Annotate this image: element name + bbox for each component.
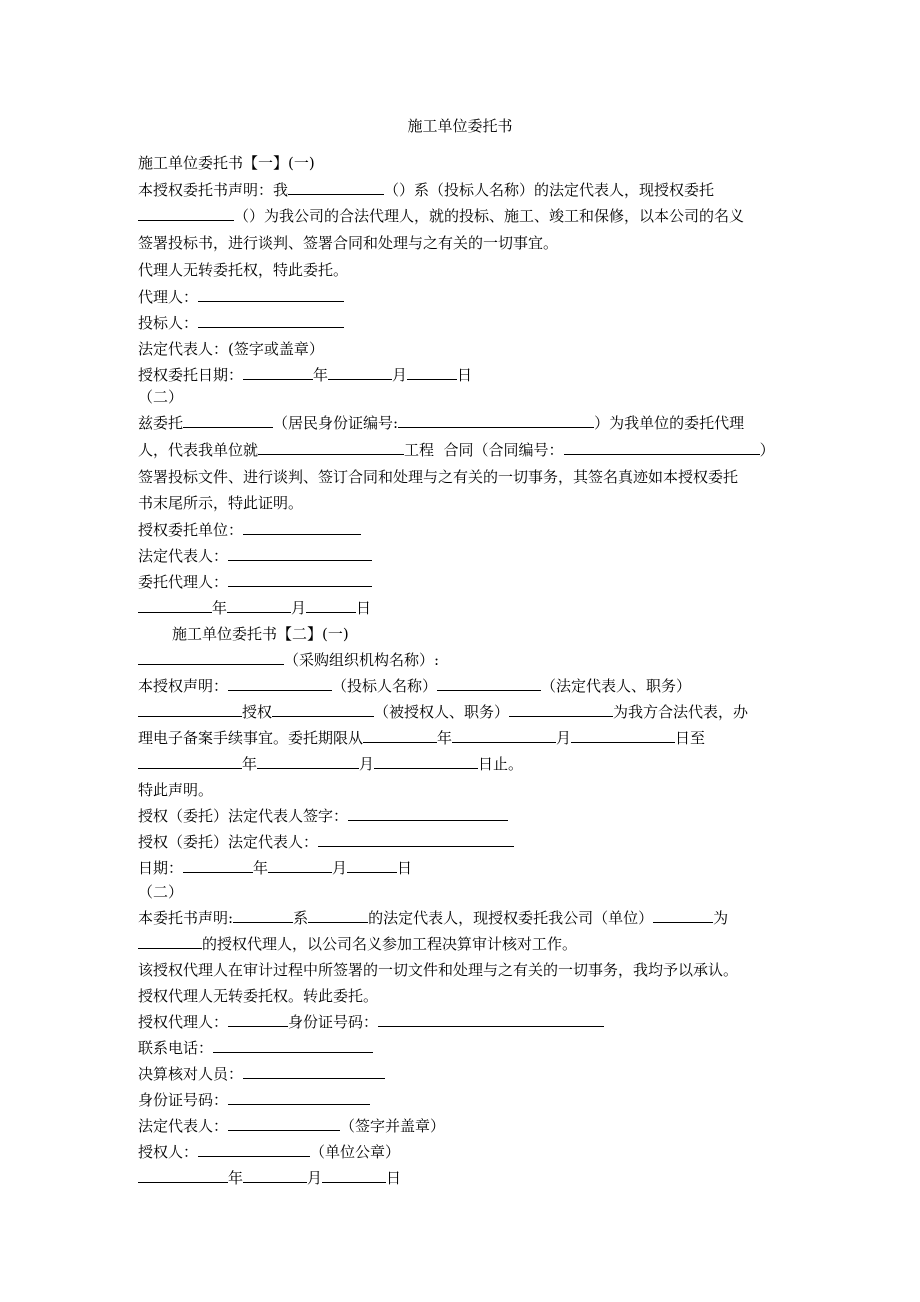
document-title: 施工单位委托书 — [407, 117, 513, 135]
blank-field[interactable] — [272, 702, 374, 717]
section2-paragraph-line: 书末尾所示，特此证明。 — [138, 494, 304, 512]
agent-line: 授权代理人： 身份证号码： — [138, 1012, 604, 1032]
blank-field[interactable] — [257, 754, 359, 769]
unit-line: 授权委托单位： — [138, 520, 361, 540]
blank-field[interactable] — [183, 413, 273, 428]
id-number-blank[interactable] — [378, 1012, 604, 1027]
blank-field[interactable] — [138, 702, 242, 717]
blank-field[interactable] — [374, 754, 478, 769]
section2-paragraph-line: 签署投标文件、进行谈判、签订合同和处理与之有关的一切事务，其签名真迹如本授权委托 — [138, 468, 739, 486]
blank-field[interactable] — [308, 908, 368, 923]
section3-paragraph-line: 本授权声明： （投标人名称） （法定代表人、职务） — [138, 677, 692, 695]
organization-blank[interactable] — [138, 650, 284, 665]
bidder-line: 投标人： — [138, 313, 344, 333]
date-line: 授权委托日期： 年 月 日 — [138, 366, 473, 384]
bidder-blank[interactable] — [198, 313, 344, 328]
phone-line: 联系电话： — [138, 1038, 373, 1058]
day-blank[interactable] — [407, 365, 457, 380]
date-line: 年 月 日 — [138, 598, 371, 618]
blank-field[interactable] — [138, 754, 242, 769]
phone-blank[interactable] — [213, 1038, 373, 1053]
blank-field[interactable] — [452, 728, 556, 743]
section3-paragraph-line: （采购组织机构名称）: — [138, 650, 439, 670]
section3-paragraph-line: 特此声明。 — [138, 781, 214, 799]
legal-rep-line: 法定代表人： （签字并盖章） — [138, 1117, 446, 1135]
agent-blank[interactable] — [198, 287, 344, 302]
section1-paragraph-line: 签署投标书，进行谈判、签署合同和处理与之有关的一切事宜。 — [138, 234, 559, 252]
agent-blank[interactable] — [228, 1012, 288, 1027]
grantor-blank[interactable] — [198, 1142, 310, 1157]
year-blank[interactable] — [243, 365, 313, 380]
blank-field[interactable] — [233, 908, 293, 923]
agent-line: 委托代理人： — [138, 572, 372, 592]
date-line: 年 月 日 — [138, 1168, 401, 1188]
unit-blank[interactable] — [243, 520, 361, 535]
section4-paragraph-line: 该授权代理人在审计过程中所签署的一切文件和处理与之有关的一切事务，我均予以承认。 — [138, 961, 739, 979]
id-blank[interactable] — [228, 1090, 370, 1105]
signature-blank[interactable] — [348, 806, 508, 821]
representative-blank[interactable] — [318, 832, 514, 847]
checker-line: 决算核对人员： — [138, 1064, 385, 1084]
checker-blank[interactable] — [243, 1064, 385, 1079]
section4-paragraph-line: 授权代理人无转委托权。转此委托。 — [138, 987, 379, 1005]
legal-rep-blank[interactable] — [228, 546, 372, 561]
month-blank[interactable] — [268, 858, 332, 873]
grantor-line: 授权人： （单位公章） — [138, 1143, 401, 1161]
section1-paragraph-line: 本授权委托书声明：我 （）系（投标人名称）的法定代表人，现授权委托 — [138, 181, 715, 199]
day-blank[interactable] — [306, 598, 356, 613]
section2-paragraph-line: 人，代表我单位就 工程 合同（合同编号： ） — [138, 441, 775, 459]
section1-paragraph-line: 代理人无转委托权，特此委托。 — [138, 261, 349, 279]
section3-heading: 施工单位委托书【二】(一) — [172, 625, 349, 643]
blank-field[interactable] — [363, 728, 437, 743]
agent-blank[interactable] — [228, 572, 372, 587]
project-blank[interactable] — [258, 440, 404, 455]
section3-paragraph-line: 授权 （被授权人、职务） 为我方合法代表，办 — [138, 702, 748, 722]
day-blank[interactable] — [322, 1168, 386, 1183]
blank-field[interactable] — [437, 676, 541, 691]
date-line: 日期： 年 月 日 — [138, 859, 413, 877]
signature-line: 授权（委托）法定代表人签字： — [138, 806, 508, 826]
blank-field[interactable] — [509, 702, 613, 717]
blank-field[interactable] — [138, 206, 234, 221]
section1-heading: 施工单位委托书【一】(一) — [138, 154, 315, 172]
month-blank[interactable] — [243, 1168, 307, 1183]
section2-paragraph-line: 兹委托 （居民身份证编号: ）为我单位的委托代理 — [138, 414, 745, 432]
legal-rep-line: 法定代表人： — [138, 546, 372, 566]
id-number-blank[interactable] — [398, 413, 594, 428]
month-blank[interactable] — [227, 598, 291, 613]
contract-number-blank[interactable] — [564, 440, 760, 455]
day-blank[interactable] — [347, 858, 397, 873]
year-blank[interactable] — [138, 598, 212, 613]
year-blank[interactable] — [183, 858, 253, 873]
section1-paragraph-line: （）为我公司的合法代理人，就的投标、施工、竣工和保修，以本公司的名义 — [138, 206, 744, 226]
id-line: 身份证号码： — [138, 1090, 370, 1110]
section4-paragraph-line: 本委托书声明: 系 的法定代表人，现授权委托我公司（单位） 为 — [138, 909, 729, 927]
blank-field[interactable] — [138, 934, 202, 949]
representative-line: 授权（委托）法定代表人： — [138, 832, 514, 852]
blank-field[interactable] — [571, 728, 675, 743]
agent-line: 代理人： — [138, 287, 344, 307]
section4-paragraph-line: 的授权代理人，以公司名义参加工程决算审计核对工作。 — [138, 934, 577, 954]
blank-field[interactable] — [653, 908, 713, 923]
blank-field[interactable] — [288, 180, 384, 195]
section2-heading: （二） — [138, 388, 184, 406]
legal-rep-line: 法定代表人：(签字或盖章） — [138, 340, 324, 358]
section3-paragraph-line: 理电子备案手续事宜。委托期限从 年 月 日至 — [138, 729, 706, 747]
month-blank[interactable] — [328, 365, 392, 380]
section4-heading: （二） — [138, 883, 184, 901]
section3-paragraph-line: 年 月 日止。 — [138, 754, 523, 774]
blank-field[interactable] — [228, 676, 332, 691]
legal-rep-blank[interactable] — [228, 1116, 340, 1131]
year-blank[interactable] — [138, 1168, 228, 1183]
